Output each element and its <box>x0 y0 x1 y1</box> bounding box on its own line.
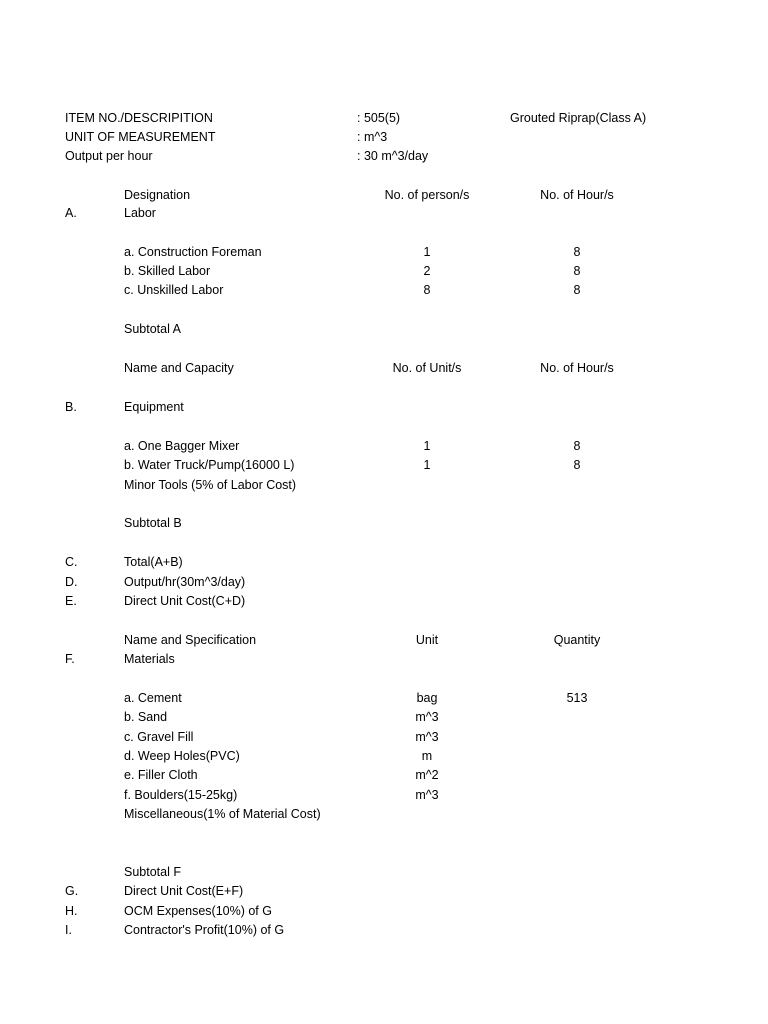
labor-row <box>0 281 768 300</box>
item-row <box>0 109 768 128</box>
final-letter: G. <box>65 884 79 898</box>
section-letter: A. <box>65 206 77 220</box>
item-number: : 505(5) <box>357 111 401 125</box>
name-specification-header: Name and Specification <box>124 633 257 647</box>
equipment-name: b. Water Truck/Pump(16000 L) <box>124 458 295 472</box>
labor-row <box>0 243 768 262</box>
unit-label: UNIT OF MEASUREMENT <box>65 130 216 144</box>
labor-name: a. Construction Foreman <box>124 245 262 259</box>
subtotal-label: Subtotal F <box>124 865 181 879</box>
section-letter: F. <box>65 652 75 666</box>
output-row <box>0 147 768 166</box>
equipment-hours: 8 <box>573 439 581 453</box>
labor-count: 8 <box>423 283 431 297</box>
total-label: Total(A+B) <box>124 555 183 569</box>
unit-value: : m^3 <box>357 130 388 144</box>
final-row <box>0 882 768 901</box>
material-unit: m^3 <box>415 710 439 724</box>
materials-column-headers <box>0 631 768 650</box>
material-row <box>0 747 768 766</box>
labor-hours: 8 <box>573 264 581 278</box>
persons-header: No. of person/s <box>384 188 470 202</box>
labor-hours-header: No. of Hour/s <box>540 188 614 202</box>
labor-hours: 8 <box>573 283 581 297</box>
final-letter: H. <box>65 904 78 918</box>
subtotal-f-row <box>0 863 768 882</box>
subtotal-a-row <box>0 320 768 339</box>
subtotal-label: Subtotal A <box>124 322 181 336</box>
total-label: Output/hr(30m^3/day) <box>124 575 246 589</box>
material-unit: m^3 <box>415 730 439 744</box>
final-label: OCM Expenses(10%) of G <box>124 904 272 918</box>
miscellaneous-row <box>0 805 768 824</box>
material-row <box>0 708 768 727</box>
unit-header: Unit <box>415 633 439 647</box>
section-title: Labor <box>124 206 156 220</box>
equipment-hours: 8 <box>573 458 581 472</box>
minor-tools-label: Minor Tools (5% of Labor Cost) <box>124 478 297 492</box>
final-letter: I. <box>65 923 72 937</box>
material-name: a. Cement <box>124 691 182 705</box>
equipment-column-headers <box>0 359 768 378</box>
final-row <box>0 921 768 940</box>
material-name: d. Weep Holes(PVC) <box>124 749 240 763</box>
equipment-row <box>0 456 768 475</box>
labor-count: 2 <box>423 264 431 278</box>
section-title: Materials <box>124 652 175 666</box>
miscellaneous-label: Miscellaneous(1% of Material Cost) <box>124 807 321 821</box>
units-header: No. of Unit/s <box>392 361 462 375</box>
material-unit: m^3 <box>415 788 439 802</box>
equipment-row <box>0 437 768 456</box>
material-quantity: 513 <box>566 691 588 705</box>
final-label: Direct Unit Cost(E+F) <box>124 884 244 898</box>
material-name: f. Boulders(15-25kg) <box>124 788 238 802</box>
unit-row <box>0 128 768 147</box>
section-a-heading <box>0 204 768 223</box>
item-label: ITEM NO./DESCRIPITION <box>65 111 213 125</box>
labor-name: b. Skilled Labor <box>124 264 211 278</box>
material-row <box>0 786 768 805</box>
equipment-hours-header: No. of Hour/s <box>540 361 614 375</box>
final-label: Contractor's Profit(10%) of G <box>124 923 285 937</box>
output-value: : 30 m^3/day <box>357 149 429 163</box>
subtotal-b-row <box>0 514 768 533</box>
total-row <box>0 553 768 572</box>
total-letter: E. <box>65 594 77 608</box>
designation-header: Designation <box>124 188 191 202</box>
final-row <box>0 902 768 921</box>
section-f-heading <box>0 650 768 669</box>
equipment-name: a. One Bagger Mixer <box>124 439 240 453</box>
total-letter: C. <box>65 555 78 569</box>
equipment-count: 1 <box>423 439 431 453</box>
labor-name: c. Unskilled Labor <box>124 283 224 297</box>
total-row <box>0 592 768 611</box>
total-row <box>0 573 768 592</box>
material-name: e. Filler Cloth <box>124 768 198 782</box>
labor-hours: 8 <box>573 245 581 259</box>
section-title: Equipment <box>124 400 184 414</box>
minor-tools-row <box>0 476 768 495</box>
material-name: c. Gravel Fill <box>124 730 194 744</box>
labor-column-headers <box>0 186 768 205</box>
material-unit: bag <box>416 691 438 705</box>
total-label: Direct Unit Cost(C+D) <box>124 594 246 608</box>
material-row <box>0 689 768 708</box>
material-unit: m <box>421 749 433 763</box>
output-label: Output per hour <box>65 149 153 163</box>
quantity-header: Quantity <box>553 633 601 647</box>
item-description: Grouted Riprap(Class A) <box>510 111 647 125</box>
material-row <box>0 766 768 785</box>
material-name: b. Sand <box>124 710 168 724</box>
material-unit: m^2 <box>415 768 439 782</box>
section-b-heading <box>0 398 768 417</box>
section-letter: B. <box>65 400 77 414</box>
name-capacity-header: Name and Capacity <box>124 361 234 375</box>
labor-row <box>0 262 768 281</box>
labor-count: 1 <box>423 245 431 259</box>
total-letter: D. <box>65 575 78 589</box>
equipment-count: 1 <box>423 458 431 472</box>
subtotal-label: Subtotal B <box>124 516 182 530</box>
material-row <box>0 728 768 747</box>
